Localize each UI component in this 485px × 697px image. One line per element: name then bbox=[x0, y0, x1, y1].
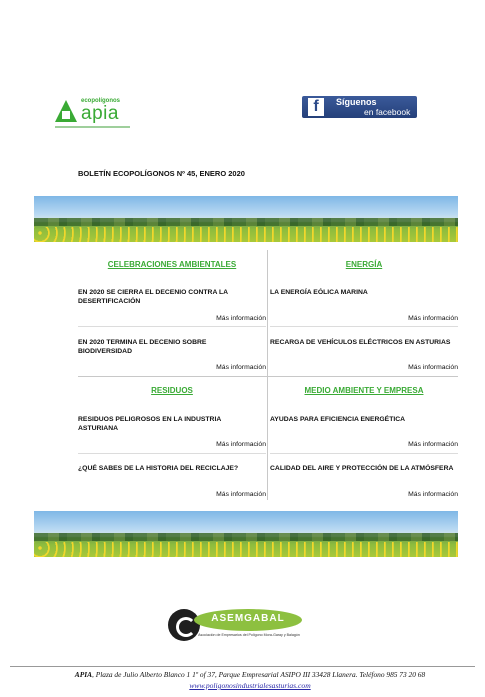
article-energia-eolica[interactable]: LA ENERGÍA EÓLICA MARINA bbox=[270, 289, 368, 296]
category-energia[interactable]: ENERGÍA bbox=[345, 260, 383, 269]
apia-logo-word: apia bbox=[81, 103, 119, 124]
more-info-link[interactable]: Más información bbox=[408, 491, 458, 498]
facebook-line1: Síguenos bbox=[336, 97, 377, 107]
meadow-banner-top bbox=[34, 196, 458, 242]
apia-logo-eco: ecopolígonos bbox=[81, 98, 120, 104]
article-decenio-desertificacion[interactable]: EN 2020 SE CIERRA EL DECENIO CONTRA LA DESERTIFICACIÓN bbox=[78, 289, 228, 305]
more-info-link[interactable]: Más información bbox=[408, 441, 458, 448]
category-residuos[interactable]: RESIDUOS bbox=[151, 386, 193, 395]
article-decenio-biodiversidad[interactable]: EN 2020 TERMINA EL DECENIO SOBRE BIODIVERSIDAD bbox=[78, 339, 207, 355]
article-calidad-aire[interactable]: CALIDAD DEL AIRE Y PROTECCIÓN DE LA ATMÓSFERA bbox=[270, 465, 454, 472]
section-divider bbox=[78, 376, 458, 377]
category-medio-ambiente-empresa[interactable]: MEDIO AMBIENTE Y EMPRESA bbox=[304, 386, 424, 395]
facebook-line2: en facebook bbox=[364, 107, 411, 117]
article-residuos-peligrosos[interactable]: RESIDUOS PELIGROSOS EN LA INDUSTRIA ASTURIANA bbox=[78, 416, 221, 432]
meadow-banner-bottom bbox=[34, 511, 458, 557]
apia-logo-tagline-bar bbox=[55, 126, 130, 128]
apia-logo bbox=[55, 98, 130, 134]
bulletin-title: BOLETÍN ECOPOLÍGONOS Nº 45, ENERO 2020 bbox=[78, 169, 245, 178]
asemgabal-name: ASEMGABAL bbox=[211, 613, 285, 624]
footer-address bbox=[40, 670, 460, 679]
article-ayudas-eficiencia[interactable]: AYUDAS PARA EFICIENCIA ENERGÉTICA bbox=[270, 416, 406, 423]
category-celebraciones[interactable]: CELEBRACIONES AMBIENTALES bbox=[107, 260, 237, 269]
facebook-f-icon: f bbox=[308, 98, 324, 116]
article-historia-reciclaje[interactable]: ¿QUÉ SABES DE LA HISTORIA DEL RECICLAJE? bbox=[78, 465, 239, 472]
footer-address-org: APIA bbox=[74, 670, 93, 679]
asemgabal-logo bbox=[168, 607, 303, 643]
footer-rule bbox=[10, 666, 475, 667]
footer-address-text: , Plaza de Julio Alberto Blanco 1 1º of 37, Parque Empresarial ASIPO III 33428 Llanera. Teléfono 985 73 20 68 bbox=[92, 670, 426, 679]
more-info-link[interactable]: Más información bbox=[216, 315, 266, 322]
asemgabal-subtitle: Asociación de Empresarios del Polígono Mora-Garay y Balagón bbox=[198, 633, 300, 637]
more-info-link[interactable]: Más información bbox=[408, 364, 458, 371]
more-info-link[interactable]: Más información bbox=[216, 364, 266, 371]
column-divider bbox=[267, 250, 268, 500]
article-recarga-vehiculos[interactable]: RECARGA DE VEHÍCULOS ELÉCTRICOS EN ASTURIAS bbox=[270, 339, 451, 346]
more-info-link[interactable]: Más información bbox=[408, 315, 458, 322]
footer-website-link[interactable]: www.poligonosindustrialesasturias.com bbox=[189, 681, 311, 690]
more-info-link[interactable]: Más información bbox=[216, 441, 266, 448]
more-info-link[interactable]: Más información bbox=[216, 491, 266, 498]
facebook-follow-button[interactable] bbox=[302, 96, 417, 118]
